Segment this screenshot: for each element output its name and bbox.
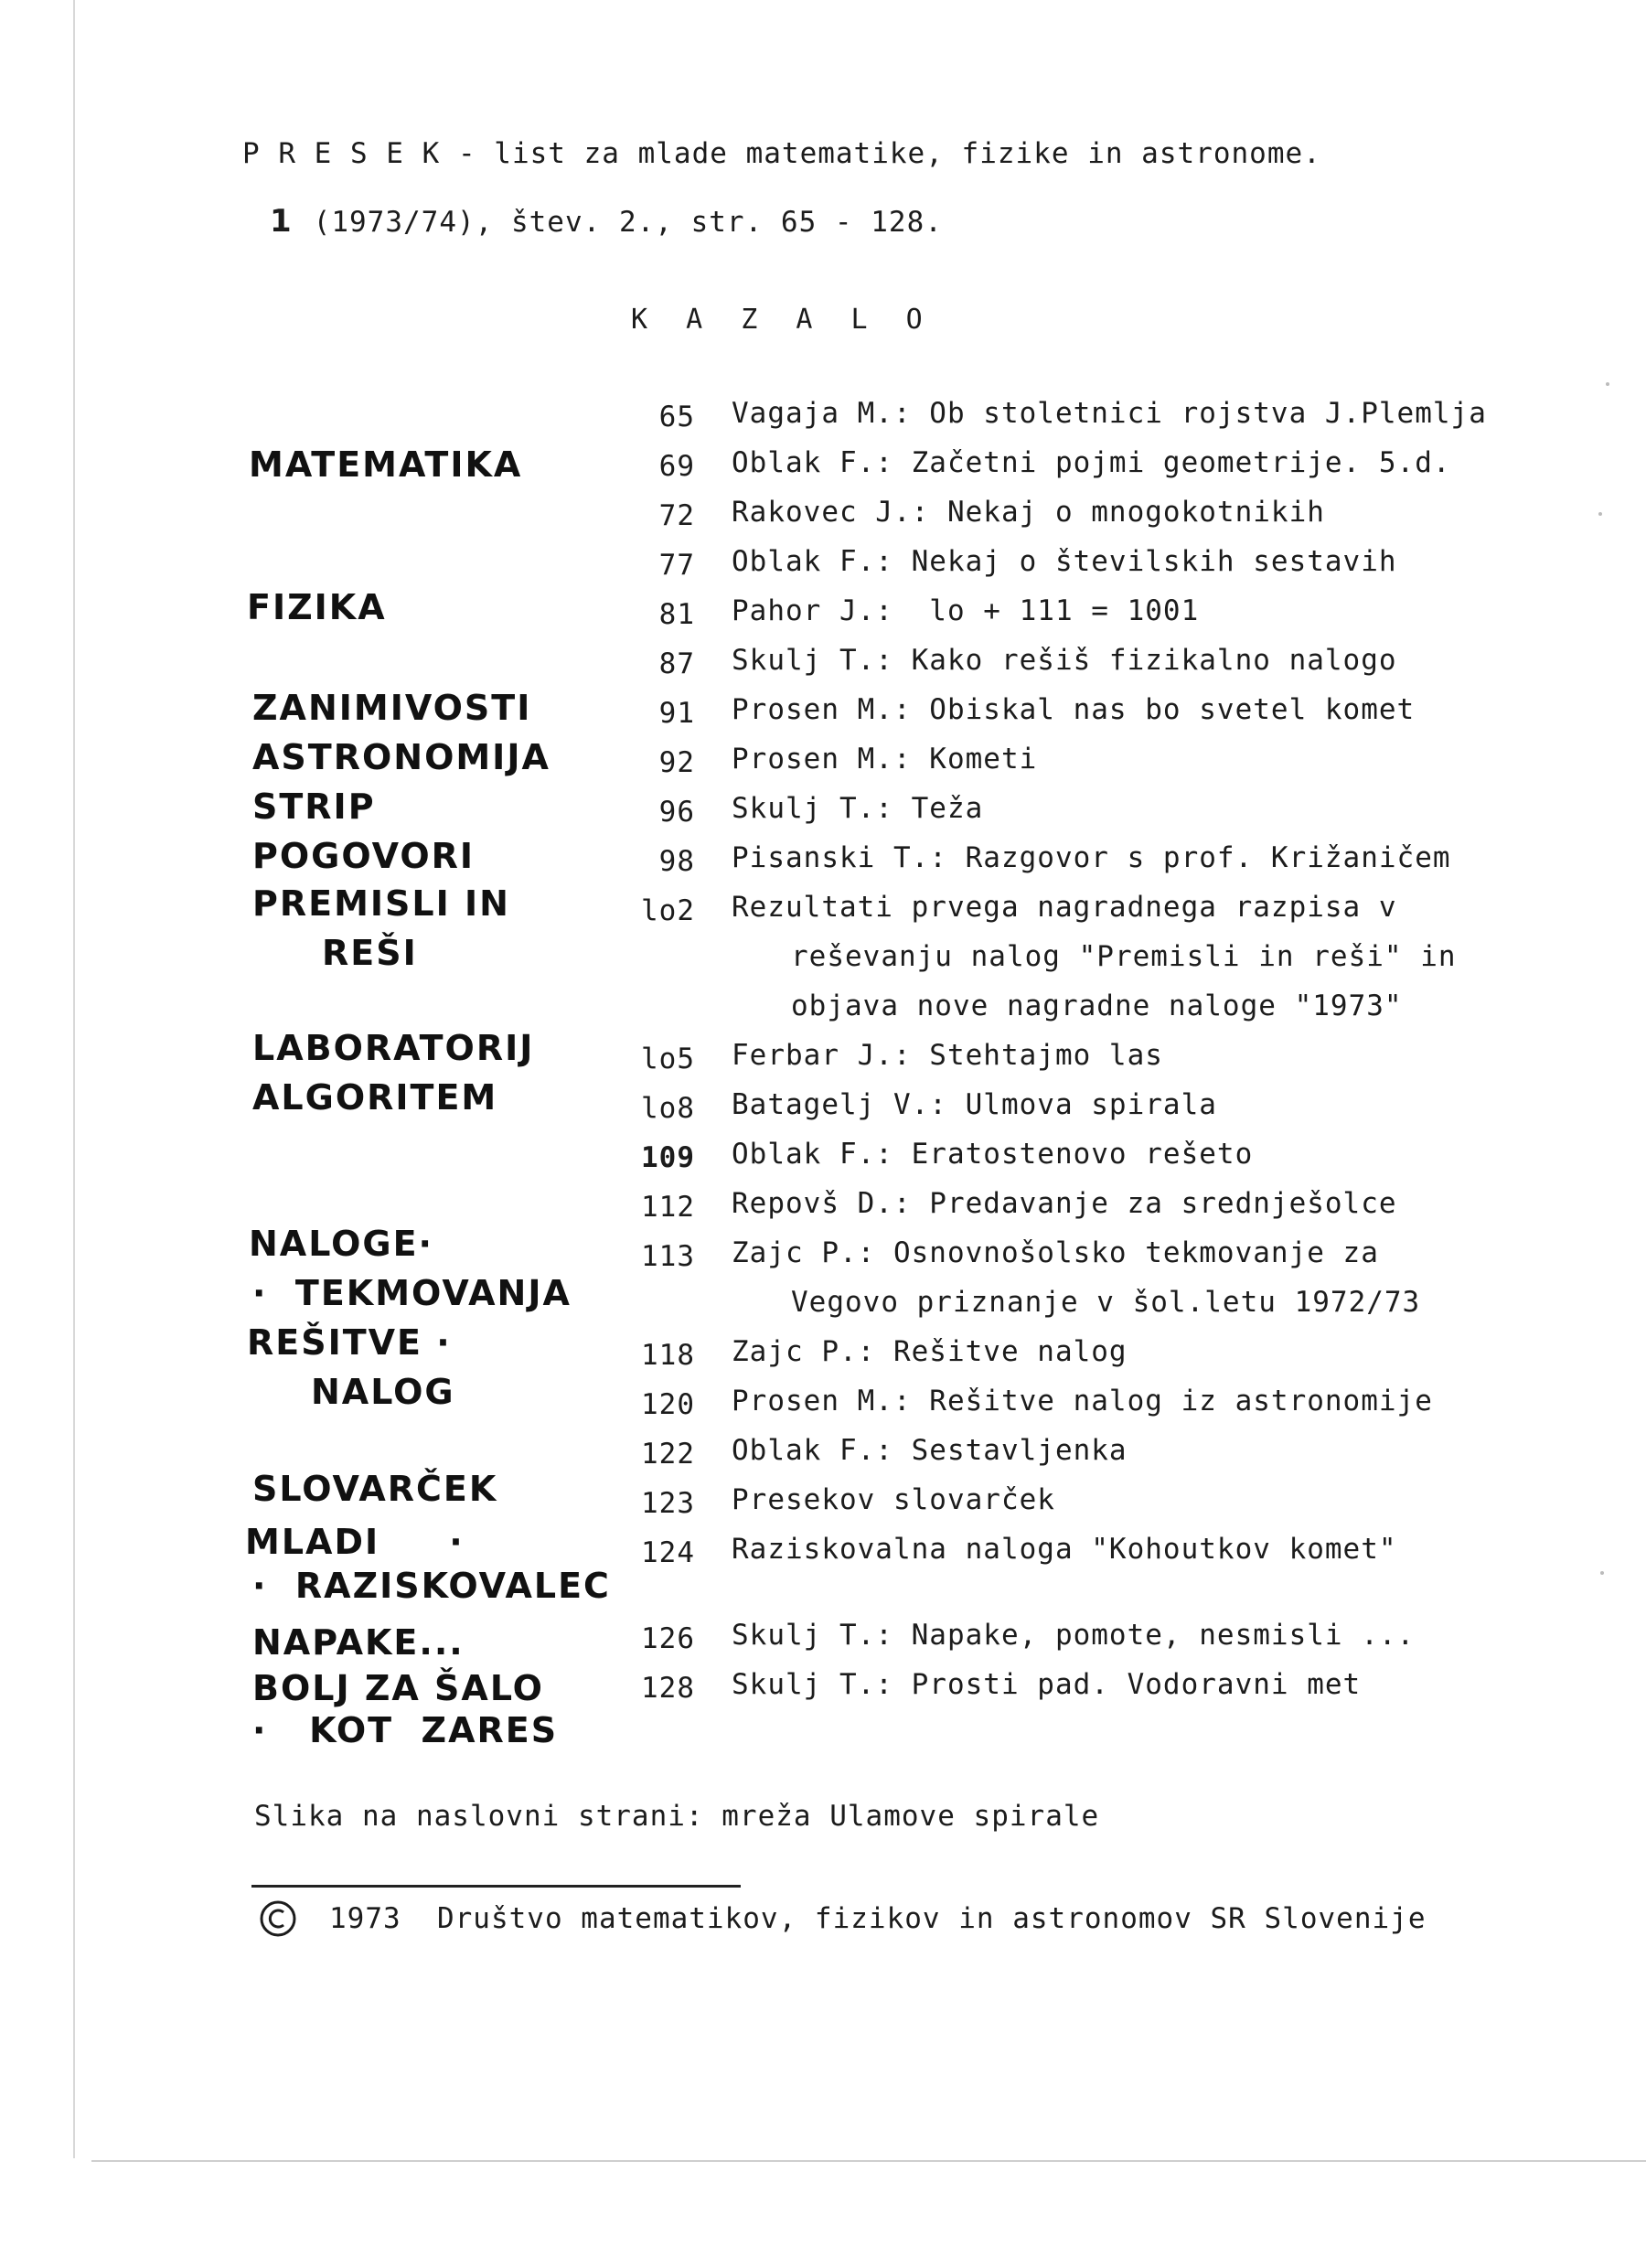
header-line-1: P R E S E K - list za mlade matematike, fizike in astronome. — [242, 137, 1321, 170]
entry-title-continuation: objava nove nagradne naloge "1973" — [791, 990, 1403, 1022]
contents-heading: K A Z A L O — [631, 304, 934, 336]
entry-title: Oblak F.: Začetni pojmi geometrije. 5.d. — [732, 446, 1451, 479]
entry-title: Repovš D.: Predavanje za srednješolce — [732, 1187, 1397, 1220]
page-number: 112 — [641, 1191, 695, 1224]
entry-title: Rezultati prvega nagradnega razpisa v — [732, 891, 1397, 924]
page-number: 98 — [658, 845, 695, 878]
category-label: ASTRONOMIJA — [252, 737, 550, 777]
entry-title: Skulj T.: Kako rešiš fizikalno nalogo — [732, 644, 1397, 677]
page-number: 113 — [641, 1240, 695, 1273]
page-number: 92 — [658, 746, 695, 779]
speck — [1600, 1571, 1604, 1575]
category-label: ALGORITEM — [252, 1077, 498, 1118]
page-number: 87 — [658, 647, 695, 680]
category-label: FIZIKA — [247, 587, 387, 627]
category-label: PREMISLI IN — [252, 883, 510, 924]
speck — [1606, 382, 1609, 386]
copyright-text: 1973 Društvo matematikov, fizikov in astronomov SR Slovenije — [329, 1902, 1427, 1935]
page-number: 126 — [641, 1622, 695, 1655]
entry-title: Zajc P.: Rešitve nalog — [732, 1335, 1128, 1368]
entry-title-continuation: Vegovo priznanje v šol.letu 1972/73 — [791, 1286, 1421, 1319]
speck — [1598, 512, 1602, 516]
page-number: 72 — [658, 499, 695, 532]
category-label: · TEKMOVANJA — [252, 1273, 572, 1313]
entry-title: Pahor J.: lo + 111 = 1001 — [732, 594, 1200, 627]
entry-title: Skulj T.: Teža — [732, 792, 984, 825]
cover-caption: Slika na naslovni strani: mreža Ulamove spirale — [254, 1800, 1100, 1833]
page-number: lo2 — [641, 894, 695, 927]
page-edge-bottom — [91, 2160, 1646, 2162]
volume-number: 1 — [270, 203, 292, 240]
page-number: 118 — [641, 1339, 695, 1372]
category-label: STRIP — [252, 786, 376, 827]
entry-title: Oblak F.: Eratostenovo rešeto — [732, 1138, 1254, 1171]
page-number: lo8 — [641, 1092, 695, 1125]
category-label: NALOGE· — [249, 1224, 433, 1264]
page-number: 91 — [658, 697, 695, 730]
page-number: 77 — [658, 549, 695, 582]
page-number: 96 — [658, 796, 695, 829]
entry-title: Prosen M.: Kometi — [732, 743, 1038, 776]
entry-title: Skulj T.: Prosti pad. Vodoravni met — [732, 1668, 1362, 1701]
category-label: · KOT ZARES — [252, 1710, 559, 1750]
category-label: REŠI — [322, 933, 418, 973]
issue-info: (1973/74), štev. 2., str. 65 - 128. — [313, 206, 943, 239]
page-number: 128 — [641, 1672, 695, 1705]
entry-title: Oblak F.: Nekaj o številskih sestavih — [732, 545, 1397, 578]
category-label: NALOG — [311, 1372, 455, 1412]
category-label: ZANIMIVOSTI — [252, 688, 532, 728]
header-line-2 — [270, 203, 943, 240]
page-number: 123 — [641, 1487, 695, 1520]
entry-title: Rakovec J.: Nekaj o mnogokotnikih — [732, 496, 1325, 529]
category-label: REŠITVE · — [247, 1322, 452, 1363]
category-label: · RAZISKOVALEC — [252, 1566, 611, 1606]
copyright-icon — [259, 1899, 297, 1938]
entry-title: Oblak F.: Sestavljenka — [732, 1434, 1128, 1467]
entry-title: Batagelj V.: Ulmova spirala — [732, 1088, 1217, 1121]
entry-title: Presekov slovarček — [732, 1483, 1055, 1516]
page-number: lo5 — [641, 1043, 695, 1075]
entry-title: Pisanski T.: Razgovor s prof. Križaničem — [732, 841, 1451, 874]
entry-title: Raziskovalna naloga "Kohoutkov komet" — [732, 1533, 1397, 1566]
category-label: BOLJ ZA ŠALO — [252, 1668, 544, 1708]
page-number: 124 — [641, 1536, 695, 1569]
entry-title-continuation: reševanju nalog "Premisli in reši" in — [791, 940, 1457, 973]
page-number: 65 — [658, 401, 695, 433]
entry-title: Skulj T.: Napake, pomote, nesmisli ... — [732, 1619, 1416, 1652]
page-edge-left — [73, 0, 75, 2158]
entry-title: Ferbar J.: Stehtajmo las — [732, 1039, 1163, 1072]
category-label: SLOVARČEK — [252, 1469, 498, 1509]
page-number: 122 — [641, 1438, 695, 1471]
entry-title: Vagaja M.: Ob stoletnici rojstva J.Plemlja — [732, 397, 1487, 430]
category-label: MATEMATIKA — [249, 444, 523, 485]
page-number: 120 — [641, 1388, 695, 1421]
page-number: 81 — [658, 598, 695, 631]
entry-title: Zajc P.: Osnovnošolsko tekmovanje za — [732, 1236, 1379, 1269]
category-label: POGOVORI — [252, 836, 476, 876]
category-label: LABORATORIJ — [252, 1028, 535, 1068]
footnote-rule — [251, 1885, 741, 1888]
entry-title: Prosen M.: Rešitve nalog iz astronomije — [732, 1385, 1433, 1418]
category-label: MLADI · — [245, 1522, 465, 1562]
category-label: NAPAKE... — [252, 1622, 465, 1663]
page-number: 69 — [658, 450, 695, 483]
page-number: 109 — [641, 1141, 695, 1174]
entry-title: Prosen M.: Obiskal nas bo svetel komet — [732, 693, 1416, 726]
